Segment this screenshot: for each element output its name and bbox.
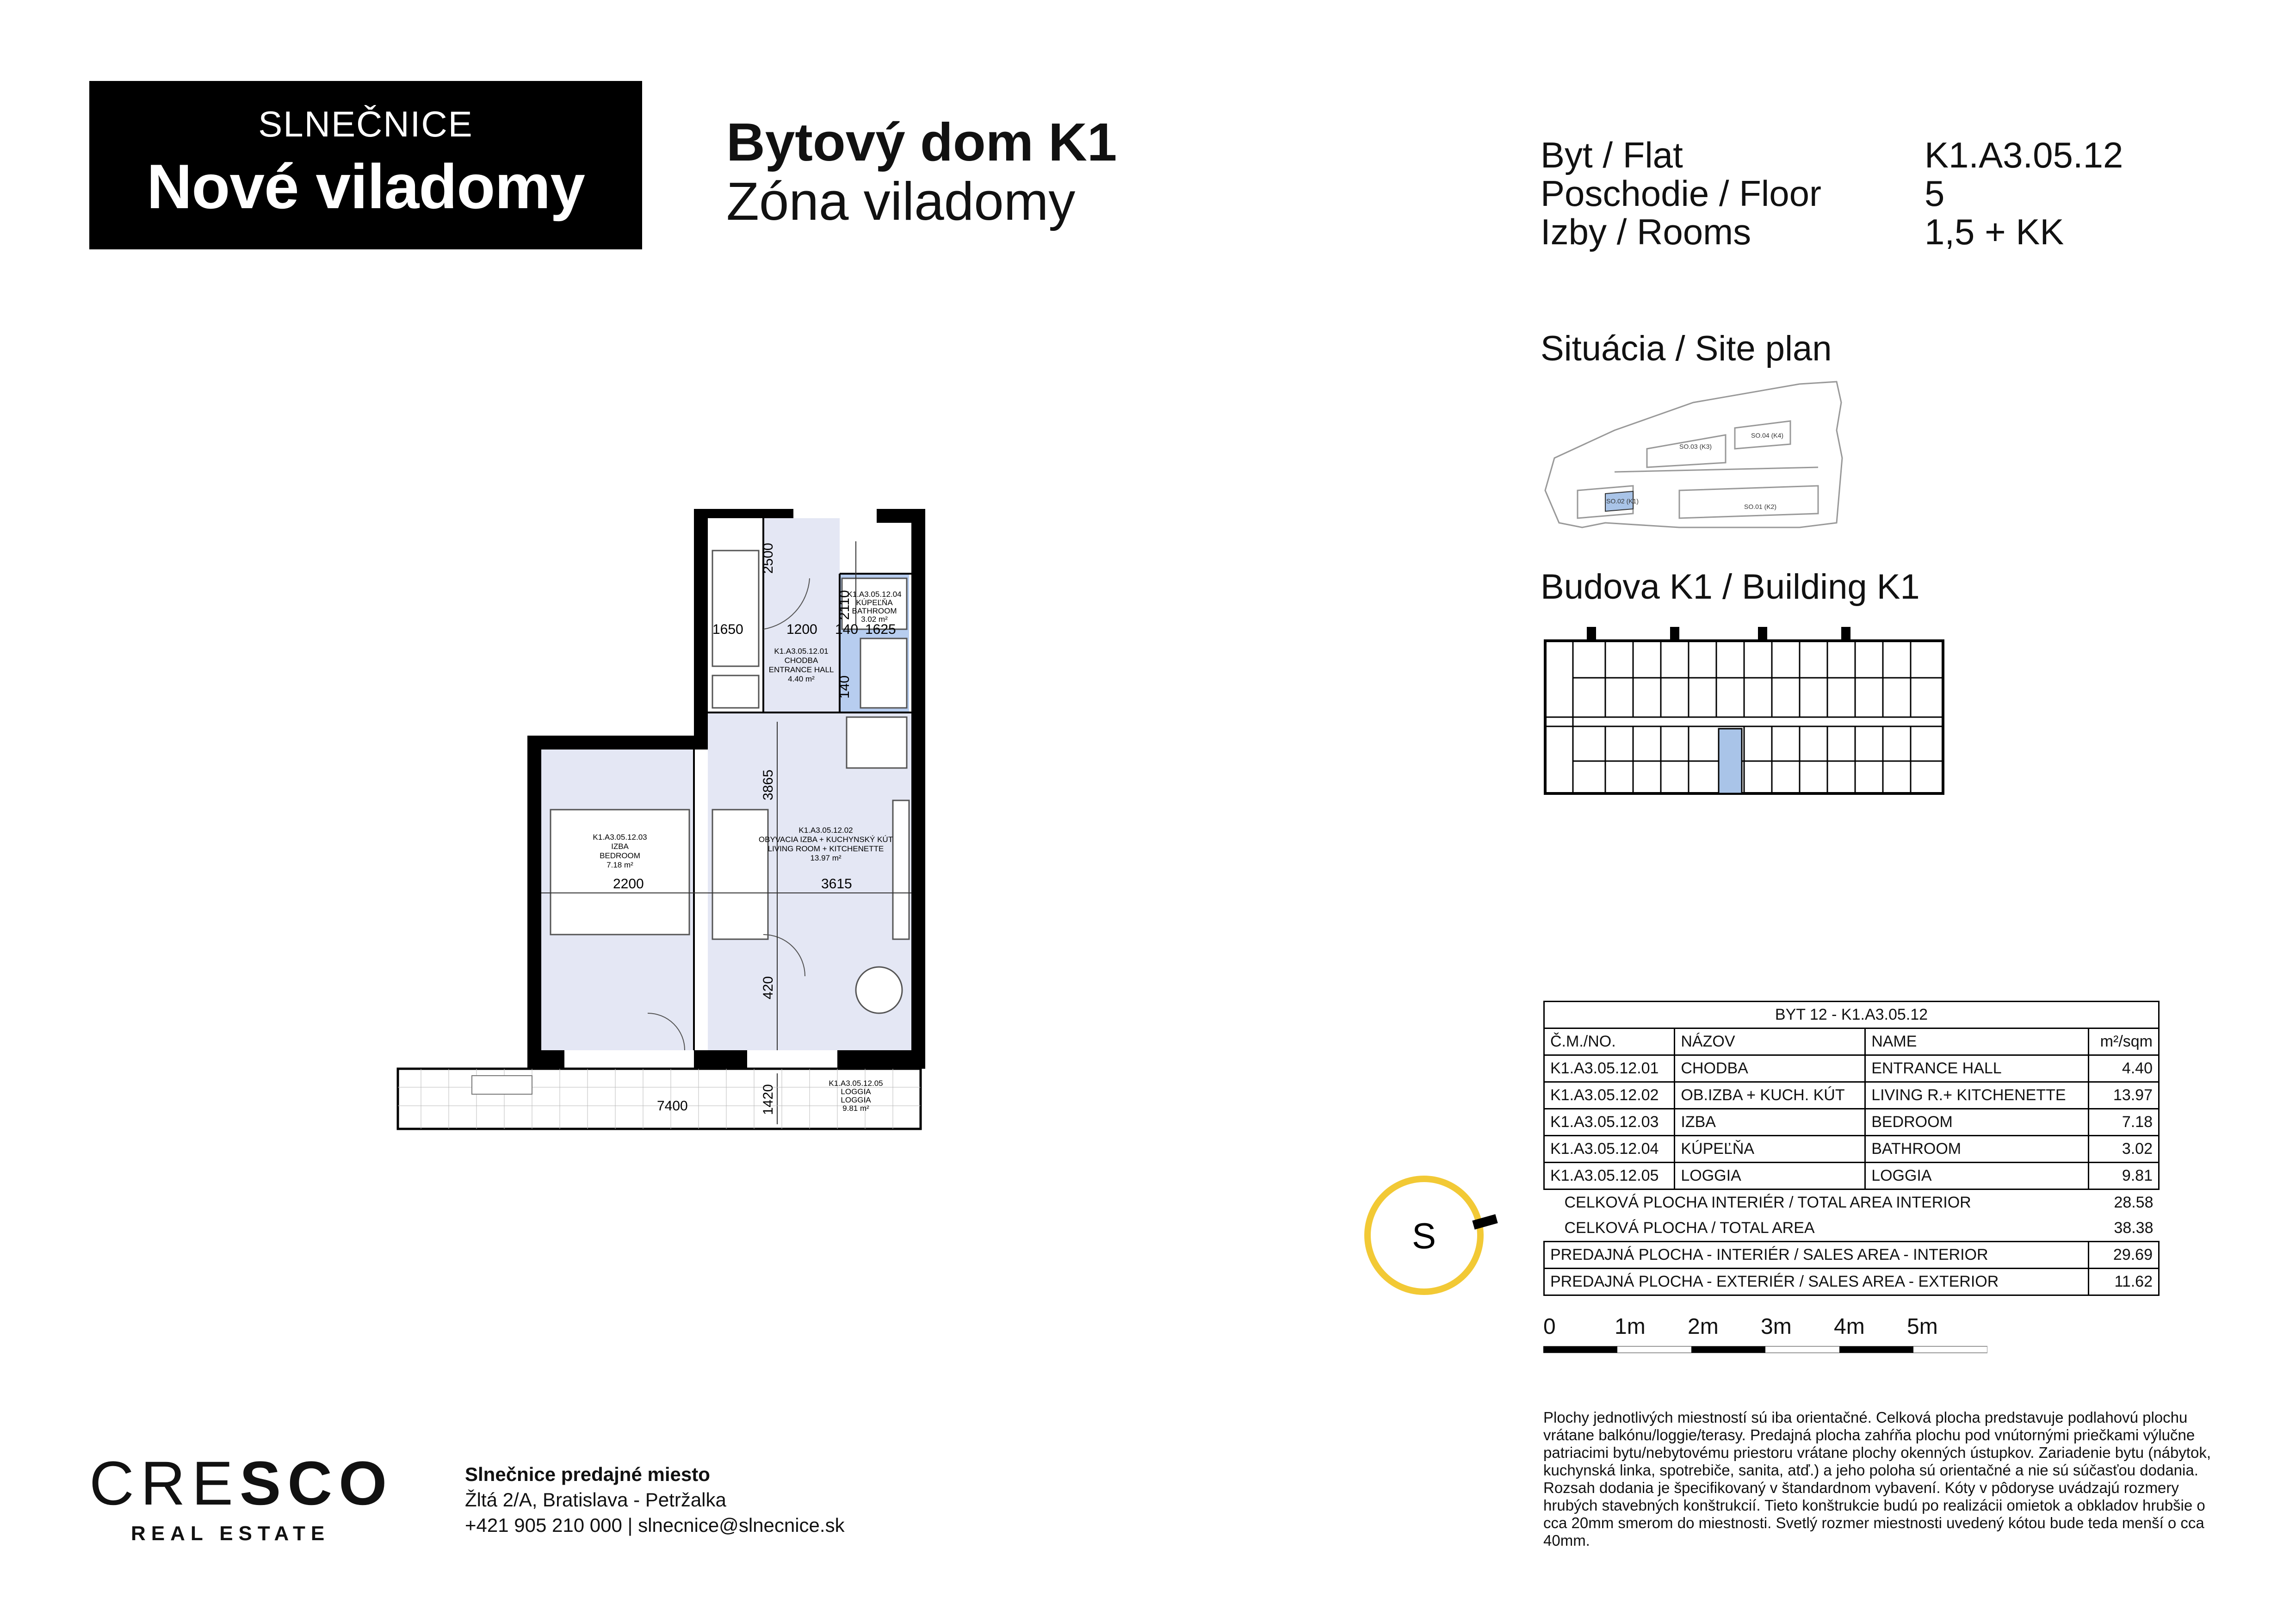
sales-interior-value: 29.69 [2089, 1242, 2159, 1269]
hall-id: K1.A3.05.12.01 [774, 647, 829, 656]
flat-value: K1.A3.05.12 [1925, 135, 2123, 175]
table-row [1544, 1163, 2159, 1189]
company-address: Žltá 2/A, Bratislava - Petržalka [465, 1489, 726, 1511]
dim-2500: 2500 [761, 543, 776, 574]
row-nazov: IZBA [1675, 1109, 1865, 1136]
table-header-nazov: NÁZOV [1675, 1028, 1865, 1055]
bedroom-id: K1.A3.05.12.03 [593, 833, 647, 842]
table-row [1544, 1082, 2159, 1109]
page-subtitle: Zóna viladomy [726, 171, 1076, 231]
scale-0: 0 [1543, 1314, 1556, 1339]
row-area: 9.81 [2089, 1163, 2159, 1189]
living-name-sk: OBYVACIA IZBA + KUCHYNSKÝ KÚT [758, 835, 893, 844]
total-interior-value: 28.58 [2114, 1194, 2154, 1211]
row-id: K1.A3.05.12.03 [1544, 1109, 1675, 1136]
table-row [1544, 1109, 2159, 1136]
living-id: K1.A3.05.12.02 [798, 826, 853, 835]
total-interior-row [1544, 1189, 2159, 1216]
site-label-so01: SO.01 (K2) [1744, 503, 1777, 510]
rooms-value: 1,5 + KK [1925, 211, 2064, 252]
page-title: Bytový dom K1 [726, 112, 1117, 172]
cresco-sub: REAL ESTATE [131, 1522, 330, 1545]
row-id: K1.A3.05.12.04 [1544, 1136, 1675, 1163]
dim-1650: 1650 [712, 622, 743, 637]
sales-exterior-row [1544, 1269, 2159, 1295]
row-id: K1.A3.05.12.05 [1544, 1163, 1675, 1189]
row-name: LOGGIA [1865, 1163, 2089, 1189]
loggia-area: 9.81 m² [842, 1104, 869, 1113]
site-plan-map [1541, 375, 1846, 541]
table-header-sqm: m²/sqm [2089, 1028, 2159, 1055]
site-label-so02: SO.02 (K1) [1606, 497, 1639, 505]
dim-1420: 1420 [761, 1084, 776, 1115]
dim-1200: 1200 [786, 622, 817, 637]
dim-3865: 3865 [761, 769, 776, 800]
total-area-value: 38.38 [2114, 1219, 2154, 1237]
row-id: K1.A3.05.12.02 [1544, 1082, 1675, 1109]
site-label-so04: SO.04 (K4) [1751, 432, 1784, 439]
total-interior-label: CELKOVÁ PLOCHA INTERIÉR / TOTAL AREA INTERIOR [1564, 1194, 1971, 1211]
scale-4m: 4m [1834, 1314, 1865, 1339]
floor-plan [393, 504, 1013, 1138]
row-name: LIVING R.+ KITCHENETTE [1865, 1082, 2089, 1109]
loggia-name-en: LOGGIA [841, 1096, 871, 1104]
loggia-name-sk: LOGGIA [841, 1087, 871, 1096]
dim-2110: 2110 [837, 590, 852, 620]
bath-area: 3.02 m² [861, 615, 888, 624]
dim-1625: 1625 [865, 622, 896, 637]
north-compass [1355, 1171, 1504, 1305]
brand-logo [89, 81, 642, 249]
dim-7400: 7400 [657, 1098, 688, 1114]
row-id: K1.A3.05.12.01 [1544, 1055, 1675, 1082]
company-name: Slnečnice predajné miesto [465, 1463, 710, 1485]
row-area: 13.97 [2089, 1082, 2159, 1109]
bedroom-area: 7.18 m² [606, 861, 633, 869]
row-nazov: KÚPEĽŇA [1675, 1136, 1865, 1163]
wall-left-upper [694, 509, 708, 750]
scale-5m: 5m [1907, 1314, 1938, 1339]
scale-2m: 2m [1688, 1314, 1719, 1339]
table-caption: BYT 12 - K1.A3.05.12 [1544, 1002, 2159, 1028]
site-plan-title: Situácia / Site plan [1541, 329, 1832, 368]
hall-name-sk: CHODBA [784, 656, 818, 665]
living-name-en: LIVING ROOM + KITCHENETTE [767, 844, 884, 853]
row-nazov: OB.IZBA + KUCH. KÚT [1675, 1082, 1865, 1109]
sales-interior-row [1544, 1242, 2159, 1269]
dim-140-a: 140 [835, 622, 859, 637]
row-name: ENTRANCE HALL [1865, 1055, 2089, 1082]
rooms-label: Izby / Rooms [1541, 211, 1751, 252]
scale-3m: 3m [1761, 1314, 1792, 1339]
sales-exterior-label: PREDAJNÁ PLOCHA - EXTERIÉR / SALES AREA - EXTERIOR [1544, 1269, 2089, 1295]
row-area: 3.02 [2089, 1136, 2159, 1163]
row-nazov: LOGGIA [1675, 1163, 1865, 1189]
floor-label: Poschodie / Floor [1541, 173, 1821, 214]
row-name: BATHROOM [1865, 1136, 2089, 1163]
table-header-no: Č.M./NO. [1544, 1028, 1675, 1055]
cresco-logo-left: CRE [89, 1449, 240, 1518]
row-nazov: CHODBA [1675, 1055, 1865, 1082]
floor-value: 5 [1925, 173, 1945, 214]
row-name: BEDROOM [1865, 1109, 2089, 1136]
sales-exterior-value: 11.62 [2089, 1269, 2159, 1295]
row-area: 7.18 [2089, 1109, 2159, 1136]
dim-420: 420 [761, 976, 776, 999]
bath-id: K1.A3.05.12.04 [847, 590, 902, 599]
total-area-label: CELKOVÁ PLOCHA / TOTAL AREA [1564, 1219, 1815, 1237]
compass-label: S [1411, 1215, 1436, 1256]
area-table [1543, 1001, 2160, 1296]
flat-label: Byt / Flat [1541, 135, 1683, 175]
brand-name: SLNEČNICE [258, 104, 473, 144]
hall-name-en: ENTRANCE HALL [768, 665, 834, 674]
table-header-name: NAME [1865, 1028, 2089, 1055]
bath-name-sk: KÚPEĽŇA [856, 598, 893, 607]
company-contact: +421 905 210 000 | slnecnice@slnecnice.sk [465, 1514, 845, 1536]
cresco-logo [89, 1448, 393, 1519]
row-area: 4.40 [2089, 1055, 2159, 1082]
cresco-logo-right: SCO [239, 1449, 394, 1518]
dim-140-b: 140 [837, 675, 852, 699]
brand-subtitle: Nové viladomy [147, 151, 585, 222]
loggia-id: K1.A3.05.12.05 [829, 1079, 883, 1088]
bedroom-name-en: BEDROOM [600, 851, 640, 860]
hall-area: 4.40 m² [788, 675, 815, 683]
living-area: 13.97 m² [810, 854, 842, 862]
sales-interior-label: PREDAJNÁ PLOCHA - INTERIÉR / SALES AREA - INTERIOR [1544, 1242, 2089, 1269]
bath-name-en: BATHROOM [852, 607, 897, 615]
building-plan [1541, 627, 1948, 803]
building-title: Budova K1 / Building K1 [1541, 567, 1920, 607]
site-label-so03: SO.03 (K3) [1679, 443, 1712, 450]
table-row [1544, 1136, 2159, 1163]
scale-bar [1543, 1344, 1987, 1358]
total-area-row [1544, 1215, 2159, 1242]
table-row [1544, 1055, 2159, 1082]
bedroom-name-sk: IZBA [611, 842, 629, 851]
disclaimer-note: Plochy jednotlivých miestností sú iba orientačné. Celková plocha predstavuje podlahovú plochu vrátane balkónu/loggie/terasy. Predajná plocha zahŕňa plochu pod vnútornými priečkami výlučne patriacimi bytu/nebytovému priestoru vrátane plochy okenných ústupkov. Zariadenie bytu (nábytok, kuchynská linka, spotrebiče, sanita, atď.) a jeho poloha sú orientačné a nie sú súčasťou dodania. Rozsah dodania je špecifikovaný v štandardnom vybavení. Kóty v pôdoryse uvádzajú rozmery hrubých stavebných konštrukcií. Tieto konštrukcie budú po realizácii omietok a obkladov hrubšie o cca 20mm smerom do miestnosti. Svetlý rozmer miestnosti uvedený kótou bude teda menší o cca 40mm. [1543, 1409, 2211, 1549]
dim-3615: 3615 [821, 876, 852, 892]
dim-2200: 2200 [613, 876, 644, 892]
scale-1m: 1m [1615, 1314, 1646, 1339]
